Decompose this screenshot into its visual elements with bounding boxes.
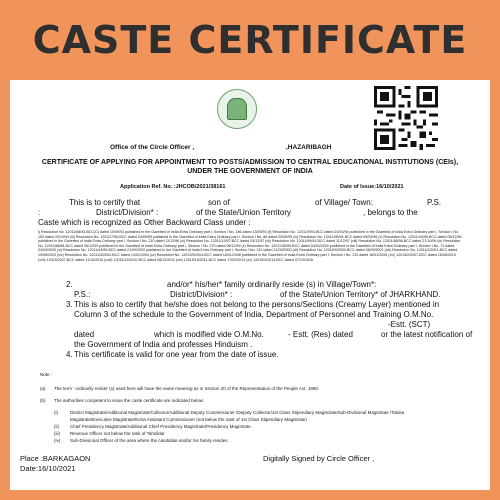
authority-i-number: (i) [54, 410, 58, 415]
para4-validity: This certificate is valid for one year from the date of issue. [74, 350, 279, 359]
para4-number: 4. [66, 350, 73, 359]
footer-place: Place :BARKAGAON [20, 454, 91, 463]
para3-modified: which is modified vide O.M.No. [154, 330, 264, 339]
certificate-document [10, 80, 490, 490]
resolution-list: i) Resolution No. 12011/68/93-BCC(C) dated 10/09/93 published in the Gazetted of India Extra Ordinary part I, Section I No. 186 dated 13/09/93 (ii) Resolution No. 12011/9/94-BCC dated 19/10/94 published in the Gazetted of India Extra Ordinary part I, Section I No. 163 dated 20/10/94 (iii) Resolution No. 12011/7/95-BCC dated 24/05/95 published in the Gazetted of India Extra Ordinary part I, Section I No. 88 dated 25/05/95 (iv) Resolution No. 12011/96/94-BCC dated 09/03/96 (v) Resolution No. 12011/44/96-BCC dated 05/12/96 published in the Gazetted of India Extra Ordinary part I, Section I No. 210 dated 11/12/96 (vi) Resolution No. 12011/13/97-BCC dated 03/12/97 (vii) Resolution No. 12011/99/94-BCC dated 11/12/97 (viii) Resolution No. 12011/68/98-BCC dated 27/10/99 (ix) Resolution No. 12011/88/98-BCC dated 06/12/99 published in the Gazetted of India Extra Ordinary part I, Section I No. 270 dated 06/12/99 (x) Resolution No. 12011/36/99-BCC dated 04/04/2000 published in the Gazetted of India Extra Ordinary part I, Section I No. 71 dated 04/04/2000 (xi) Resolution No. 12011/44/99-BCC dated 21/09/2000 published in the Gazetted of India Extra Ordinary part I, Section I No. 210 dated 21/09/2000 (xii) Resolution No. 12015/9/2000-BCC dated 06/09/2001 (xiii) Resolution No. 12011/1/2001-BCC dated 19/06/2003 (xiv) Resolution No. 12011/4/2002-BCC dated 13/01/2004 (xv) Resolution No. 12011/9/2004-BCC dated 16/01/2006 published in the Gazetted of India Extra Ordinary part I, Section I No. 210 dated 16/01/2006 (xvi) 12015/2/2007-BCC dated 18/08/2010 (xvii) 12015/2007-BCC dated 11/10/2010 (xviii) 12015/13/2010-BCC dated 08/12/2011 (xix) 12015/15/2011-BCC dated 17/02/2014 (xx) 12015/4/2014-BCC dated 07/10/2016. [38, 230, 462, 262]
authority-iii-number: (iii) [54, 431, 60, 436]
para1-colon: : [38, 208, 41, 217]
para1-certify: This is to certify that [69, 198, 141, 207]
office-place: ,HAZARIBAGH [286, 144, 332, 151]
note-b: The authorities competent to issue the caste certificate are indicated below: [54, 398, 205, 403]
banner [0, 0, 500, 80]
para3-religion: the Government of India and professes Hinduism . [74, 340, 253, 349]
para1-son-of: son of [208, 198, 230, 207]
para1-caste: Caste which is recognized as Other Backward Class under : [38, 218, 251, 227]
office-label: Office of the Circle Officer , [110, 144, 195, 151]
authority-iv-number: (iv) [54, 438, 61, 443]
qr-code-icon [374, 86, 438, 150]
authority-i-line1: District Magistrate/Additional Magistrate/Collector/Additional Deputy Commissioner /Deputy Collector/1st Class Stipendiary Magistrate/Sub-Divisional Magistrate /Taluka [70, 410, 405, 415]
para3-estt-sct: -Estt. (SCT) [388, 320, 431, 329]
certificate-heading: CERTIFICATE OF APPLYING FOR APPOINTMENT TO POSTS/ADMISSION TO CENTRAL EDUCATIONAL INSTITUTIONS (CEIs), UNDER THE GOVERNMENT OF INDIA [41, 159, 459, 175]
para3-number: 3. [66, 300, 73, 309]
authority-ii-number: (ii) [54, 424, 59, 429]
digital-signature: Digitally Signed by Circle Officer , [263, 454, 375, 463]
state-emblem-icon [217, 89, 257, 129]
application-ref: Application Ref. No. :JHCOB/2021/38161 [120, 184, 226, 190]
authority-iv: Sub-Divisional Officer of the area where the candidate and/or his family resides. [70, 438, 229, 443]
note-a: The term ' ordinarily reside' (s) used here will have the same meaning as in Section 20 of the Representation of the People Act, 1950. [54, 386, 320, 391]
authority-i-line2: Magistrate/Executive Magistrate/Extra Assistant Commissioner (not below the rank of 1st Class Stipendiary Magistrate) [70, 417, 307, 422]
para1-village: of Village/ Town: [315, 198, 373, 207]
banner-title: CASTE CERTIFICATE [32, 18, 468, 62]
note-a-number: (a) [40, 386, 46, 391]
para2-state: of the State/Union Territory* of JHARKHAND. [280, 290, 441, 299]
para2-number: 2. [66, 280, 73, 289]
issue-date: Date of Issue:16/10/2021 [340, 184, 404, 190]
para1-state: of the State/Union Territory [196, 208, 292, 217]
note-b-number: (b) [40, 398, 46, 403]
note-title: Note : [40, 372, 53, 377]
para3-latest: or the latest notification of [381, 330, 473, 339]
authority-ii: Chief Presidency Magistrate/Additional Chief Presidency Magistrate/Presidency Magistrate. [70, 424, 252, 429]
para2-ps: P.S.: [74, 290, 91, 299]
para1-ps: P.S. [427, 198, 442, 207]
para3-text: This is also to certify that he/she does not belong to the persons/Sections (Creamy Layer) mentioned in Column 3 of the schedule to the Government of India, Department of Personnel and Training O.M.No. [74, 300, 440, 319]
para2-district: District/Division* : [170, 290, 233, 299]
para1-district: District/Division* : [96, 208, 159, 217]
para2-reside: and/or* his/her* family ordinarily reside (s) in Village/Town*: [167, 280, 377, 289]
authority-iii: Revenue Officer not below the rank of Tahsildar [70, 431, 165, 436]
para3-dated: dated [74, 330, 95, 339]
footer-date: Date:16/10/2021 [20, 464, 76, 473]
para1-belongs: , belongs to the [363, 208, 418, 217]
para3-estt-res: - Estt. (Res) dated [288, 330, 353, 339]
